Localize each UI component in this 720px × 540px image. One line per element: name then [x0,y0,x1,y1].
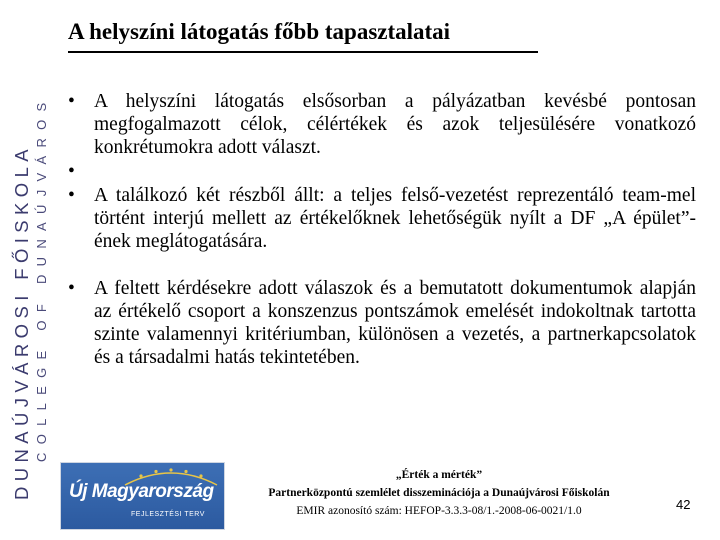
footer-project-title: Partnerközpontú szemlélet disszeminációja a Dunaújvárosi Főiskolán [268,487,610,499]
page-number: 42 [676,497,691,512]
uj-magyarorszag-logo [60,462,225,530]
bullet-item-1 [68,90,696,159]
bullet-text: A feltett kérdésekre adott válaszok és a bemutatott dokumentumok alapján az értékelő csoport a konszenzus pontszámok emelését indokoltnak tartotta szinte valamennyi kritériumban, különösen a vezetés, a partnerkapcsolatok és a társadalmi hatás tekintetében. [94,278,696,368]
footer [228,466,650,520]
bullet-symbol: • [68,278,75,299]
bullet-text: A találkozó két részből állt: a teljes felső-vezetést reprezentáló team-mel történt interjú mellett az értékelőknek lehetőségük nyílt a DF „A épület”-ének meglátogatására. [94,185,696,252]
footer-emir-id: EMIR azonosító szám: HEFOP-3.3.3-08/1.-2008-06-0021/1.0 [296,505,582,517]
bullet-item-3 [68,184,696,253]
bullet-text: A helyszíni látogatás elsősorban a pályázatban kevésbé pontosan megfogalmazott célok, célértékek és azok teljesülésére vonatkozó konkrétumokra adott választ. [94,91,696,158]
bullet-symbol: • [68,161,75,182]
bullet-item-4 [68,277,696,369]
bullet-item-2 [68,160,696,183]
college-vertical-name-graphic [0,0,60,540]
college-name-english: COLLEGE OF DUNAÚJVÁROS [34,94,49,462]
logo-tagline: FEJLESZTÉSI TERV [131,511,205,518]
college-vertical-name [0,0,60,540]
logo-wordmark: Új Magyarország [69,481,214,502]
footer-motto: „Érték a mérték” [395,469,483,481]
bullet-list [68,90,696,369]
page-title: A helyszíni látogatás főbb tapasztalatai [68,19,451,44]
bullet-symbol: • [68,91,75,112]
college-name-hungarian: DUNAÚJVÁROSI FŐISKOLA [11,143,32,500]
title-underline [68,51,538,53]
title-block [68,14,538,53]
bullet-symbol: • [68,185,75,206]
